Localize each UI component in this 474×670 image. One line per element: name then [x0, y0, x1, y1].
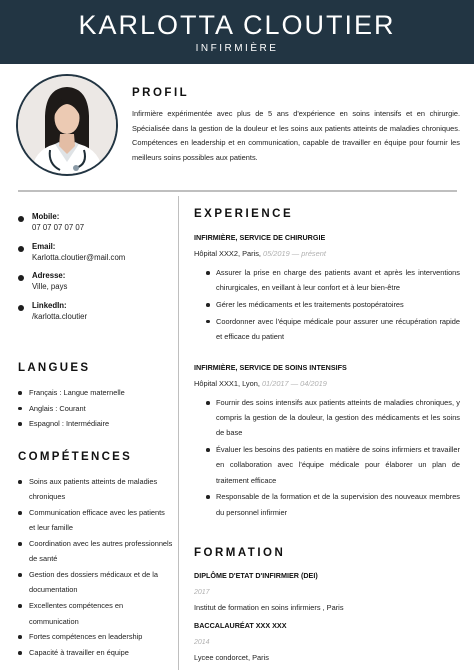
job-title: INFIRMIÈRE	[195, 43, 279, 54]
job-entry-employer: Hôpital XXX1, Lyon,	[194, 379, 260, 388]
list-item: Gérer les médicaments et les traitements postopératoires	[206, 297, 460, 312]
job-entry-place	[194, 248, 460, 259]
divider-vertical	[178, 196, 179, 670]
list-item: Espagnol : Intermédiaire	[18, 416, 173, 432]
job-entry-bullets	[194, 395, 460, 520]
job-entry-bullets	[194, 265, 460, 344]
contact-value: 07 07 07 07 07	[32, 223, 85, 232]
dot-icon	[18, 246, 24, 252]
contact-linkedin	[18, 301, 168, 322]
contact-label: Email:	[32, 241, 56, 251]
formation-year: 2017	[194, 589, 210, 596]
list-item: Excellentes compétences en communication	[18, 598, 173, 628]
job-entry	[194, 362, 460, 521]
contact-value: Karlotta.cloutier@mail.com	[32, 252, 126, 262]
langues-heading: LANGUES	[18, 362, 91, 374]
list-item: Fortes compétences en leadership	[18, 629, 173, 644]
langues-list	[18, 385, 173, 432]
experience-heading: EXPERIENCE	[194, 208, 294, 220]
list-item: Gestion des dossiers médicaux et de la documentation	[18, 567, 173, 597]
list-item: Coordination avec les autres professionnels de santé	[18, 536, 173, 566]
list-item: Soins aux patients atteints de maladies chroniques	[18, 474, 173, 504]
list-item: Capacité à travailler en équipe	[18, 645, 173, 660]
dot-icon	[18, 216, 24, 222]
job-entry	[194, 232, 460, 346]
header-banner	[0, 0, 474, 64]
formation-heading: FORMATION	[194, 547, 286, 559]
contact-label: LinkedIn:	[32, 300, 67, 310]
job-entry-title: INFIRMIÈRE, SERVICE DE CHIRURGIE	[194, 233, 326, 242]
contact-value: /karlotta.cloutier	[32, 311, 88, 321]
competences-heading: COMPÉTENCES	[18, 451, 133, 463]
dot-icon	[18, 305, 24, 311]
formation-entry	[194, 621, 460, 663]
profile-photo	[16, 74, 118, 176]
contact-mobile	[18, 212, 168, 233]
list-item: Responsable de la formation et de la supervision des nouveaux membres du personnel infirmier	[206, 489, 460, 519]
competences-list	[18, 474, 173, 661]
formation-place: Institut de formation en soins infirmiers , Paris	[194, 603, 344, 612]
list-item: Assurer la prise en charge des patients avant et après les interventions chirurgicales, en veillant à leur confort et à leur bien-être	[206, 265, 460, 295]
job-entry-dates: 01/2017 — 04/2019	[261, 379, 327, 388]
contact-address	[18, 271, 168, 292]
job-entry-title: INFIRMIÈRE, SERVICE DE SOINS INTENSIFS	[194, 363, 347, 372]
list-item: Communication efficace avec les patients et leur famille	[18, 505, 173, 535]
job-entry-place	[194, 378, 460, 389]
job-entry-employer: Hôpital XXX2, Paris,	[194, 249, 261, 258]
person-name: KARLOTTA CLOUTIER	[78, 10, 396, 40]
formation-year: 2014	[194, 639, 210, 646]
list-item: Coordonner avec l'équipe médicale pour assurer une récupération rapide et efficace du patient	[206, 314, 460, 344]
contact-label: Mobile:	[32, 212, 60, 221]
contact-value: Ville, pays	[32, 282, 68, 291]
profil-heading: PROFIL	[132, 87, 190, 99]
list-item: Anglais : Courant	[18, 401, 173, 417]
list-item: Fournir des soins intensifs aux patients atteints de maladies chroniques, y compris la gestion de la douleur, la gestion des médicaments et les soins de base	[206, 395, 460, 441]
contact-section	[18, 212, 168, 330]
profil-text: Infirmière expérimentée avec plus de 5 ans d'expérience en soins intensifs et en chirurgie. Spécialisée dans la gestion de la douleur et les soins aux patients atteints de maladies chroniques. Compétences en leadership et en communication, capable de travailler en équipe pour fournir les meilleurs soins possibles aux patients.	[132, 109, 460, 162]
formation-title: DIPLÔME D'ETAT D'INFIRMIER (DEI)	[194, 571, 318, 580]
contact-label: Adresse:	[32, 271, 66, 280]
job-entry-dates: 05/2019 — présent	[263, 249, 326, 258]
contact-email	[18, 242, 168, 263]
formation-entry	[194, 571, 460, 613]
divider-horizontal	[18, 190, 457, 192]
list-item: Évaluer les besoins des patients en matière de soins infirmiers et travailler en collaboration avec l'équipe médicale pour élaborer un plan de traitement efficace	[206, 442, 460, 488]
list-item: Français : Langue maternelle	[18, 385, 173, 401]
dot-icon	[18, 275, 24, 281]
formation-title: BACCALAURÉAT XXX XXX	[194, 621, 287, 630]
formation-place: Lycee condorcet, Paris	[194, 653, 269, 662]
